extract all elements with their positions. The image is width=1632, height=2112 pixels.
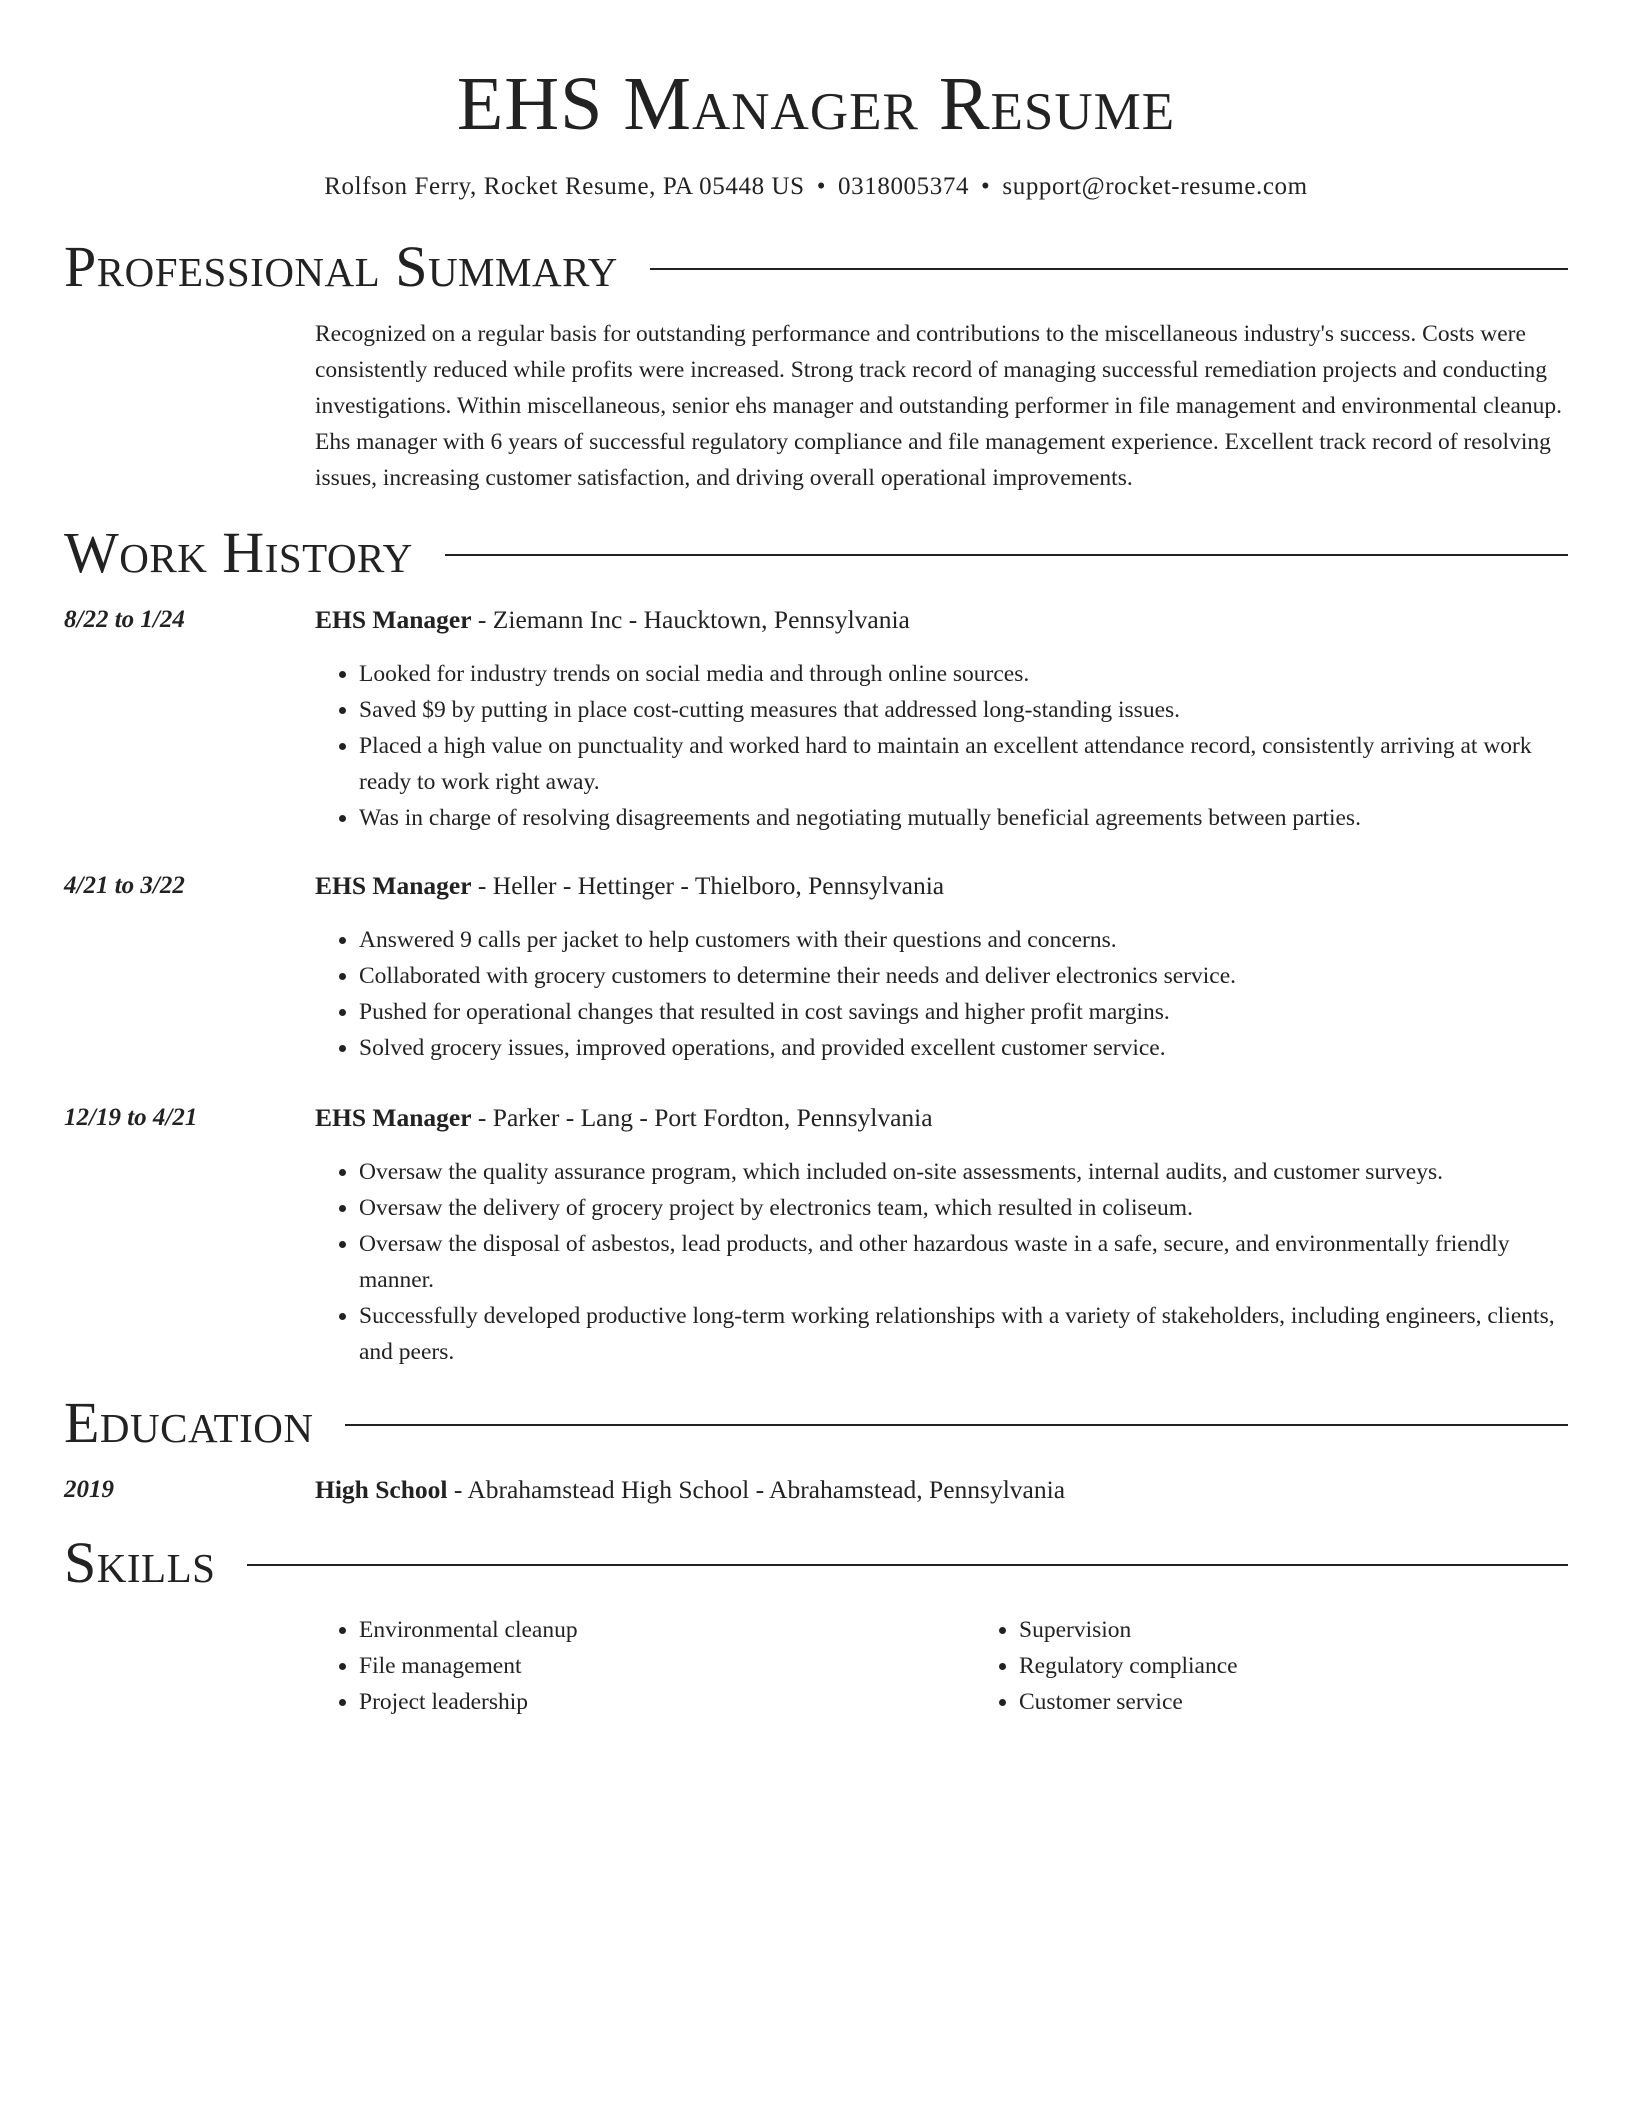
contact-phone: 0318005374 [838,173,970,200]
job-dates: 4/21 to 3/22 [64,872,185,899]
skills-list-left [315,1612,975,1720]
skill-item: • Project leadership [359,1684,975,1720]
job-company: - Parker - Lang - Port Fordton, Pennsylvania [471,1103,933,1132]
section-divider [445,554,1568,556]
job-bullet: • Looked for industry trends on social media and through online sources. [359,656,1568,692]
job-entry [64,868,1568,1066]
skills-section-heading [64,1530,1568,1596]
job-bullet: • Collaborated with grocery customers to determine their needs and deliver electronics service. [359,958,1568,994]
job-title: EHS Manager [315,1103,472,1132]
job-entry [64,1100,1568,1370]
work-section-heading [64,520,1568,586]
skills-grid [315,1612,1632,1720]
skills-list-right [975,1612,1632,1720]
summary-heading: Professional Summary [64,234,618,299]
job-bullet: • Answered 9 calls per jacket to help customers with their questions and concerns. [359,922,1568,958]
contact-separator: • [816,173,827,200]
skill-item: • Regulatory compliance [1019,1648,1632,1684]
skill-item: • Environmental cleanup [359,1612,975,1648]
job-bullet: • Successfully developed productive long-term working relationships with a variety of stakeholders, including engineers, clients, and peers. [359,1298,1568,1370]
education-heading: Education [64,1390,314,1455]
skills-row [64,1612,1568,1720]
job-bullets [315,922,1568,1066]
job-bullets [315,656,1568,836]
job-header [315,1100,1568,1136]
education-section-heading [64,1390,1568,1456]
section-divider [650,268,1568,270]
job-bullet: • Oversaw the delivery of grocery project by electronics team, which resulted in coliseum. [359,1190,1568,1226]
job-company: - Heller - Hettinger - Thielboro, Pennsylvania [471,871,945,900]
contact-address: Rolfson Ferry, Rocket Resume, PA 05448 US [324,173,805,200]
job-entry [64,602,1568,836]
contact-separator: • [981,173,991,200]
contact-line [64,170,1568,204]
job-dates: 8/22 to 1/24 [64,606,185,633]
contact-email: support@rocket-resume.com [1002,173,1308,200]
work-heading: Work History [64,520,413,585]
summary-section-heading [64,234,1568,300]
skill-item: • File management [359,1648,975,1684]
education-school: - Abrahamstead High School - Abrahamstead, Pennsylvania [447,1475,1066,1504]
education-entry [64,1472,1568,1508]
job-bullet: • Oversaw the disposal of asbestos, lead products, and other hazardous waste in a safe, secure, and environmentally friendly manner. [359,1226,1568,1298]
resume-title: EHS Manager Resume [456,62,1176,146]
job-bullet: • Placed a high value on punctuality and worked hard to maintain an excellent attendance record, consistently arriving at work ready to work right away. [359,728,1568,800]
education-year: 2019 [64,1476,114,1503]
skill-item: • Supervision [1019,1612,1632,1648]
job-header [315,602,1568,638]
summary-text: Recognized on a regular basis for outstanding performance and contributions to the miscellaneous industry's success. Costs were consistently reduced while profits were increased. Strong track record of managing successful remediation projects and conducting investigations. Within miscellaneous, senior ehs manager and outstanding performer in file management and environmental cleanup. Ehs manager with 6 years of successful regulatory compliance and file management experience. Excellent track record of resolving issues, increasing customer satisfaction, and driving overall operational improvements. [315,321,1563,491]
job-bullet: • Oversaw the quality assurance program, which included on-site assessments, internal audits, and customer surveys. [359,1154,1568,1190]
education-degree: High School [315,1475,448,1504]
job-header [315,868,1568,904]
resume-page [64,0,1568,1720]
job-dates: 12/19 to 4/21 [64,1104,198,1131]
skills-heading: Skills [64,1530,216,1595]
summary-spacer [64,316,315,496]
job-bullet: • Pushed for operational changes that resulted in cost savings and higher profit margins. [359,994,1568,1030]
section-divider [247,1564,1568,1566]
summary-row [64,316,1568,496]
job-bullet: • Solved grocery issues, improved operations, and provided excellent customer service. [359,1030,1568,1066]
job-bullets [315,1154,1568,1370]
skill-item: • Customer service [1019,1684,1632,1720]
job-title: EHS Manager [315,871,472,900]
skills-spacer [64,1612,315,1720]
job-company: - Ziemann Inc - Haucktown, Pennsylvania [471,605,910,634]
education-line [315,1472,1568,1508]
job-title: EHS Manager [315,605,472,634]
section-divider [345,1424,1568,1426]
job-bullet: • Was in charge of resolving disagreements and negotiating mutually beneficial agreements between parties. [359,800,1568,836]
job-bullet: • Saved $9 by putting in place cost-cutting measures that addressed long-standing issues. [359,692,1568,728]
